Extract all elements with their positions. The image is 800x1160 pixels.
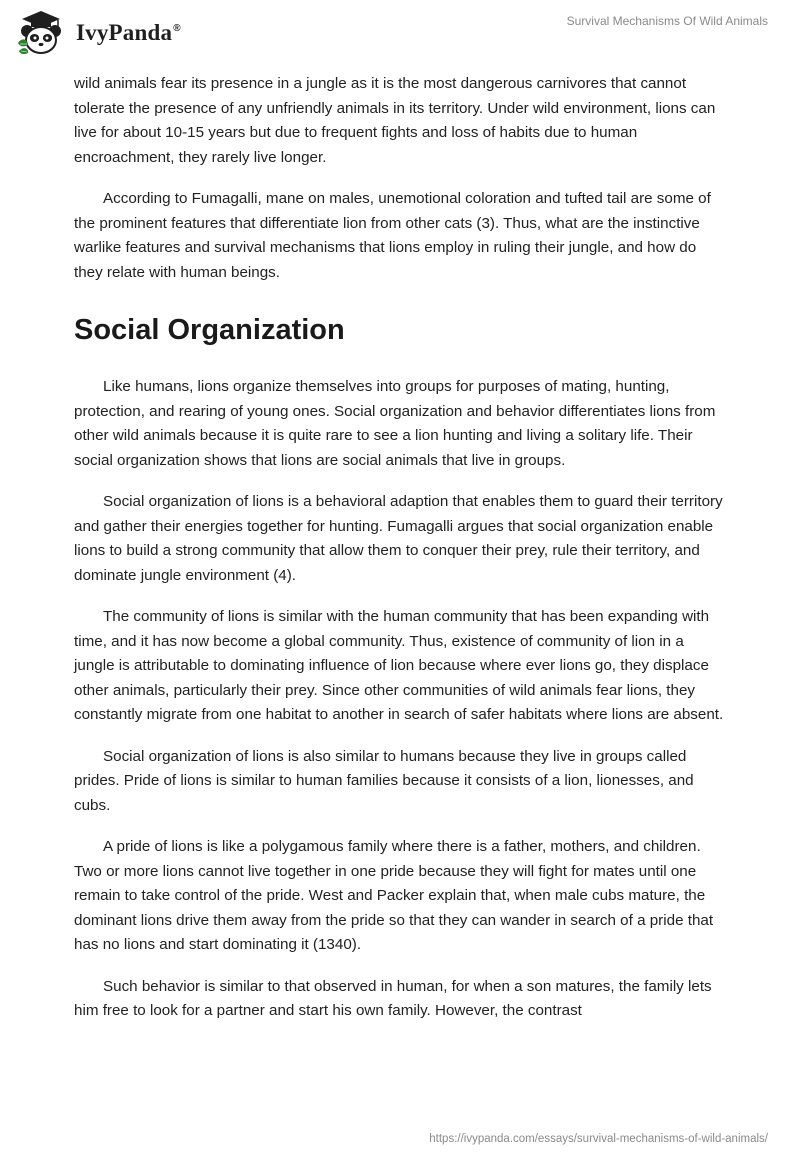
- paragraph-community: The community of lions is similar with the human community that has been expanding with time, and it has now become a global community. Thus, existence of community of lion in a jungle is attributable to dominating influence of lion because where ever lions go, they displace other animals, particularly their prey. Since other communities of wild animals fear lions, they constantly migrate from one habitat to another in search of safer habitats where lions are absent.: [74, 608, 724, 723]
- paragraph-intro-continuation: wild animals fear its presence in a jungle as it is the most dangerous carnivores that cannot tolerate the presence of any unfriendly animals in its territory. Under wild environment, lions can live for about 10-15 years but due to frequent fights and loss of habits due to human encroachment, they rarely live longer.: [74, 75, 716, 166]
- paragraph-fumagalli-features: According to Fumagalli, mane on males, unemotional coloration and tufted tail are some of the prominent features that differentiate lion from other cats (3). Thus, what are the instinctive warlike features and survival mechanisms that lions employ in ruling their jungle, and how do they relate with human beings.: [74, 190, 711, 281]
- logo-registered-mark: ®: [173, 23, 181, 35]
- panda-graduate-icon: [14, 9, 68, 57]
- paragraph-behavioral-adaption: Social organization of lions is a behavioral adaption that enables them to guard their territory and gather their energies together for hunting. Fumagalli argues that social organization enable lions to build a strong community that allow them to conquer their prey, rule their territory, and dominate jungle environment (4).: [74, 493, 723, 584]
- logo-text: IvyPanda: [76, 20, 173, 45]
- source-url[interactable]: https://ivypanda.com/essays/survival-mechanisms-of-wild-animals/: [429, 1133, 768, 1145]
- document-title: Survival Mechanisms Of Wild Animals: [566, 14, 768, 28]
- page-header: [0, 0, 800, 64]
- essay-body: [74, 72, 726, 1041]
- paragraph-human-behavior: Such behavior is similar to that observed in human, for when a son matures, the family lets him free to look for a partner and start his own family. However, the contrast: [74, 977, 712, 1019]
- paragraph-groups: Like humans, lions organize themselves into groups for purposes of mating, hunting, protection, and rearing of young ones. Social organization and behavior differentiates lions from other wild animals because it is quite rare to see a lion hunting and living a solitary life. Their social organization shows that lions are social animals that live in groups.: [74, 378, 716, 469]
- ivypanda-logo[interactable]: [14, 9, 181, 57]
- paragraph-prides: Social organization of lions is also similar to humans because they live in groups called prides. Pride of lions is similar to human families because it consists of a lion, lionesses, and cubs.: [74, 747, 694, 814]
- paragraph-polygamous-family: A pride of lions is like a polygamous family where there is a father, mothers, and children. Two or more lions cannot live together in one pride because they will fight for mates until one remain to take control of the pride. West and Packer explain that, when male cubs mature, the dominant lions drive them away from the pride so that they can wander in search of a pride that has no lions and start dominating it (1340).: [74, 838, 714, 953]
- section-heading-social-organization: Social Organization: [74, 314, 345, 346]
- logo-wordmark: [76, 20, 181, 46]
